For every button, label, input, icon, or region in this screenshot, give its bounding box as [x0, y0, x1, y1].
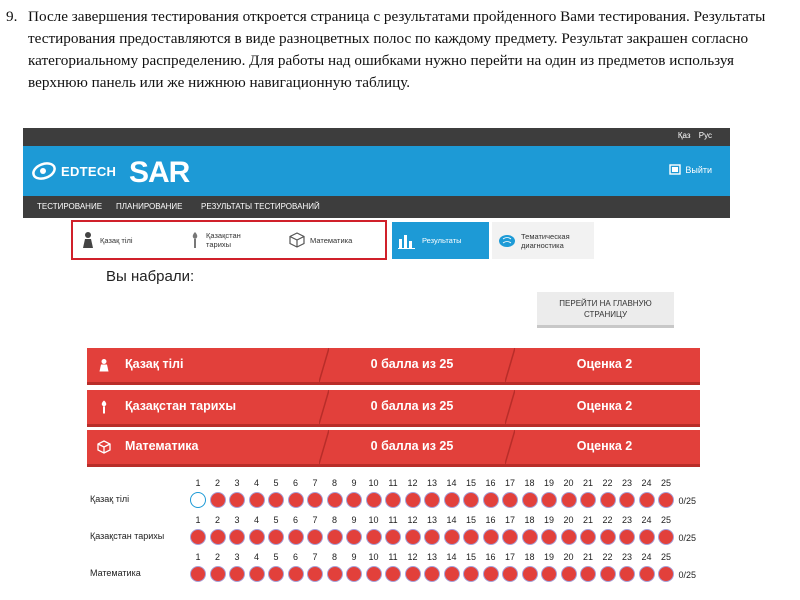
question-number: 15: [465, 478, 476, 488]
answer-dot[interactable]: [483, 566, 499, 582]
answer-dot[interactable]: [288, 566, 304, 582]
result-subject: Қазақстан тарихы: [125, 399, 237, 413]
answer-dot[interactable]: [502, 492, 518, 508]
edtech-swirl-icon: [31, 161, 59, 181]
question-number: 25: [660, 552, 671, 562]
question-number: 4: [253, 515, 259, 525]
sar-logo: [129, 154, 209, 188]
grid-row-total: 0/25: [678, 570, 697, 580]
answer-dot[interactable]: [639, 529, 655, 545]
question-number: 25: [660, 515, 671, 525]
question-number: 8: [331, 515, 337, 525]
tab-thematic-label-line2: диагностика: [521, 240, 564, 250]
answer-dot[interactable]: [483, 529, 499, 545]
question-number: 8: [331, 552, 337, 562]
question-number: 10: [368, 478, 379, 488]
row-divider: [505, 348, 515, 382]
question-number: 11: [388, 478, 398, 488]
subject-tabs-highlight: [71, 220, 387, 260]
result-row-kazakh[interactable]: [87, 348, 700, 385]
answer-dot[interactable]: [424, 566, 440, 582]
answer-dot[interactable]: [600, 566, 616, 582]
question-number: 7: [312, 515, 318, 525]
grid-subject-label: Қазақ тілі: [90, 494, 130, 504]
question-number: 19: [543, 515, 554, 525]
question-number: 15: [465, 515, 476, 525]
cube-icon: [289, 232, 305, 248]
answer-dot[interactable]: [444, 529, 460, 545]
question-number: 19: [543, 478, 554, 488]
logout-door-icon: [669, 164, 681, 175]
result-score: 0 балла из 25: [370, 357, 454, 371]
main-nav: [23, 196, 730, 218]
tab-kazakhstan-history[interactable]: [189, 222, 241, 258]
answer-dot[interactable]: [405, 566, 421, 582]
question-number: 14: [446, 478, 457, 488]
edtech-logo[interactable]: [31, 160, 116, 182]
question-number: 10: [368, 552, 379, 562]
result-row-history[interactable]: [87, 390, 700, 427]
answer-dot[interactable]: [639, 492, 655, 508]
answer-dot[interactable]: [600, 492, 616, 508]
tab-history-label-line2: тарихы: [206, 240, 232, 249]
result-subject: Математика: [125, 439, 199, 453]
answer-dot[interactable]: [268, 492, 284, 508]
answer-dot[interactable]: [444, 566, 460, 582]
answer-dot[interactable]: [249, 492, 265, 508]
instruction-text: После завершения тестирования откроется страница с результатами пройденного Вами тестирования. Результаты тестирования предоставляются в виде разноцветных полос по каждому предмету. Результат закрашен согласно категориальному распределению. Для работы над ошибками нужно перейти на один из предметов используя верхнюю панель или же нижнюю навигационную таблицу.: [28, 8, 766, 91]
answer-dot[interactable]: [366, 566, 382, 582]
person-icon: [97, 358, 111, 372]
question-number: 5: [273, 478, 279, 488]
question-number: 14: [446, 515, 457, 525]
question-number: 22: [602, 552, 613, 562]
answer-dot[interactable]: [190, 566, 206, 582]
answer-dot[interactable]: [658, 566, 674, 582]
answer-dot[interactable]: [463, 566, 479, 582]
answer-dot[interactable]: [288, 492, 304, 508]
lang-ru-link[interactable]: Рус: [698, 131, 712, 140]
go-to-home-button[interactable]: ПЕРЕЙТИ НА ГЛАВНУЮ СТРАНИЦУ: [537, 292, 674, 328]
tab-math-label: Математика: [310, 235, 353, 245]
question-number: 6: [292, 552, 298, 562]
answer-dot[interactable]: [541, 529, 557, 545]
result-score: 0 балла из 25: [370, 399, 454, 413]
question-number: 5: [273, 552, 279, 562]
question-number: 10: [368, 515, 379, 525]
question-number: 8: [331, 478, 337, 488]
question-number: 7: [312, 552, 318, 562]
brain-icon: [498, 233, 516, 249]
answer-dot[interactable]: [502, 529, 518, 545]
question-number: 12: [407, 478, 418, 488]
question-number: 19: [543, 552, 554, 562]
result-grade: Оценка 2: [576, 399, 633, 413]
answer-dot[interactable]: [190, 529, 206, 545]
question-number: 4: [253, 552, 259, 562]
question-number: 18: [524, 552, 535, 562]
question-number: 18: [524, 478, 535, 488]
scored-heading: Вы набрали:: [106, 268, 195, 285]
answer-dot[interactable]: [229, 566, 245, 582]
answer-dot[interactable]: [190, 492, 206, 508]
question-number: 22: [602, 478, 613, 488]
question-number: 6: [292, 478, 298, 488]
answer-dot[interactable]: [541, 566, 557, 582]
question-number: 7: [312, 478, 318, 488]
bar-chart-icon: [398, 233, 416, 249]
instruction-number: 9.: [6, 8, 18, 25]
question-number: 23: [621, 552, 632, 562]
question-number: 21: [582, 515, 593, 525]
answer-dot[interactable]: [385, 566, 401, 582]
answer-dot[interactable]: [424, 492, 440, 508]
row-divider: [505, 430, 515, 464]
answer-dot[interactable]: [366, 529, 382, 545]
question-number: 11: [388, 515, 398, 525]
question-number: 23: [621, 478, 632, 488]
answer-dot[interactable]: [463, 492, 479, 508]
result-score: 0 балла из 25: [370, 439, 454, 453]
tab-results[interactable]: [392, 222, 489, 259]
answer-dot[interactable]: [502, 566, 518, 582]
torch-icon: [189, 231, 201, 249]
nav-item-testing[interactable]: ТЕСТИРОВАНИЕ: [37, 202, 103, 211]
answer-dot[interactable]: [600, 529, 616, 545]
question-number: 2: [214, 478, 220, 488]
answer-dot[interactable]: [639, 566, 655, 582]
tab-thematic-label-line1: Тематическая: [521, 231, 570, 241]
nav-item-test-results[interactable]: РЕЗУЛЬТАТЫ ТЕСТИРОВАНИЙ: [201, 202, 320, 211]
question-number: 14: [446, 552, 457, 562]
question-number: 2: [214, 552, 220, 562]
tab-mathematics[interactable]: [289, 222, 352, 258]
result-subject: Қазақ тілі: [125, 357, 184, 371]
answer-dot[interactable]: [561, 529, 577, 545]
question-number: 3: [234, 478, 240, 488]
nav-item-planning[interactable]: ПЛАНИРОВАНИЕ: [116, 202, 183, 211]
question-number: 24: [641, 552, 652, 562]
answer-dot[interactable]: [424, 529, 440, 545]
answer-dot[interactable]: [249, 566, 265, 582]
answer-dot[interactable]: [463, 529, 479, 545]
question-number: 17: [504, 552, 515, 562]
question-number: 22: [602, 515, 613, 525]
question-number: 16: [485, 515, 496, 525]
tab-results-label: Результаты: [422, 236, 462, 245]
answer-dot[interactable]: [249, 529, 265, 545]
answer-dot[interactable]: [405, 529, 421, 545]
svg-text:SAR: SAR: [129, 156, 190, 188]
torch-icon: [97, 400, 111, 414]
question-number: 5: [273, 515, 279, 525]
answer-dot[interactable]: [561, 492, 577, 508]
answer-dot[interactable]: [210, 566, 226, 582]
question-number: 17: [504, 478, 515, 488]
question-number: 20: [563, 515, 574, 525]
question-number: 9: [351, 552, 357, 562]
question-number: 16: [485, 478, 496, 488]
question-number: 3: [234, 552, 240, 562]
answer-dot[interactable]: [483, 492, 499, 508]
cube-icon: [97, 440, 111, 454]
answer-dot[interactable]: [268, 566, 284, 582]
question-number: 1: [195, 478, 201, 488]
answer-dot[interactable]: [327, 566, 343, 582]
logout-label: Выйти: [685, 164, 712, 175]
question-number: 6: [292, 515, 298, 525]
answer-dot[interactable]: [229, 492, 245, 508]
answer-dot[interactable]: [541, 492, 557, 508]
answer-dot[interactable]: [210, 492, 226, 508]
result-row-math[interactable]: [87, 430, 700, 467]
question-number: 2: [214, 515, 220, 525]
answer-dot[interactable]: [288, 529, 304, 545]
answer-dot[interactable]: [444, 492, 460, 508]
answer-dot[interactable]: [619, 566, 635, 582]
question-number: 23: [621, 515, 632, 525]
answer-dot[interactable]: [327, 492, 343, 508]
answer-dot[interactable]: [522, 492, 538, 508]
question-number: 1: [195, 515, 201, 525]
question-number: 18: [524, 515, 535, 525]
question-number: 9: [351, 478, 357, 488]
answer-dot[interactable]: [580, 492, 596, 508]
results-page-screenshot: [23, 128, 730, 600]
answer-dot[interactable]: [268, 529, 284, 545]
grid-row-total: 0/25: [678, 496, 697, 506]
question-number: 16: [485, 552, 496, 562]
question-number: 24: [641, 478, 652, 488]
grid-subject-label: Математика: [90, 568, 141, 578]
answer-dot[interactable]: [346, 566, 362, 582]
question-number: 1: [195, 552, 201, 562]
question-number: 13: [426, 515, 437, 525]
site-header: [23, 146, 730, 196]
result-grade: Оценка 2: [576, 357, 633, 371]
row-divider: [505, 390, 515, 424]
answer-dot[interactable]: [522, 529, 538, 545]
tab-thematic-diagnostics[interactable]: [492, 222, 594, 259]
question-number: 12: [407, 515, 418, 525]
grid-subject-label: Қазақстан тарихы: [90, 531, 165, 541]
tab-kazakh-language[interactable]: [81, 222, 133, 258]
question-number: 24: [641, 515, 652, 525]
answer-dot[interactable]: [307, 566, 323, 582]
instruction-paragraph: [6, 6, 792, 94]
answer-dot[interactable]: [580, 529, 596, 545]
person-icon: [81, 231, 95, 249]
answer-dot[interactable]: [385, 492, 401, 508]
answer-dot[interactable]: [619, 529, 635, 545]
answer-dot[interactable]: [229, 529, 245, 545]
grid-row-total: 0/25: [678, 533, 697, 543]
question-number: 15: [465, 552, 476, 562]
answer-dot[interactable]: [658, 529, 674, 545]
answer-dot[interactable]: [210, 529, 226, 545]
question-number: 25: [660, 478, 671, 488]
result-grade: Оценка 2: [576, 439, 633, 453]
answer-dot[interactable]: [327, 529, 343, 545]
question-number: 13: [426, 478, 437, 488]
question-number: 3: [234, 515, 240, 525]
answer-dot[interactable]: [405, 492, 421, 508]
question-number: 21: [582, 478, 593, 488]
question-number: 13: [426, 552, 437, 562]
question-number: 12: [407, 552, 418, 562]
question-number: 4: [253, 478, 259, 488]
answer-dot[interactable]: [307, 492, 323, 508]
question-number: 20: [563, 478, 574, 488]
tab-kazakh-label: Қазақ тілі: [100, 235, 133, 245]
question-number: 17: [504, 515, 515, 525]
question-number: 21: [582, 552, 593, 562]
answer-dot[interactable]: [346, 492, 362, 508]
answer-dot[interactable]: [658, 492, 674, 508]
language-bar: [23, 128, 730, 146]
question-number: 9: [351, 515, 357, 525]
lang-kz-link[interactable]: Қаз: [677, 131, 691, 140]
answer-dot[interactable]: [366, 492, 382, 508]
tab-history-label-line1: Қазақстан: [206, 231, 241, 240]
answer-dot[interactable]: [385, 529, 401, 545]
answer-dot[interactable]: [561, 566, 577, 582]
answer-dot[interactable]: [307, 529, 323, 545]
answer-dot[interactable]: [580, 566, 596, 582]
logout-button[interactable]: [669, 164, 712, 175]
answer-dot[interactable]: [346, 529, 362, 545]
answer-dot[interactable]: [522, 566, 538, 582]
edtech-logo-text: EDTECH: [61, 163, 117, 179]
question-number: 11: [388, 552, 398, 562]
answer-dot[interactable]: [619, 492, 635, 508]
question-number: 20: [563, 552, 574, 562]
